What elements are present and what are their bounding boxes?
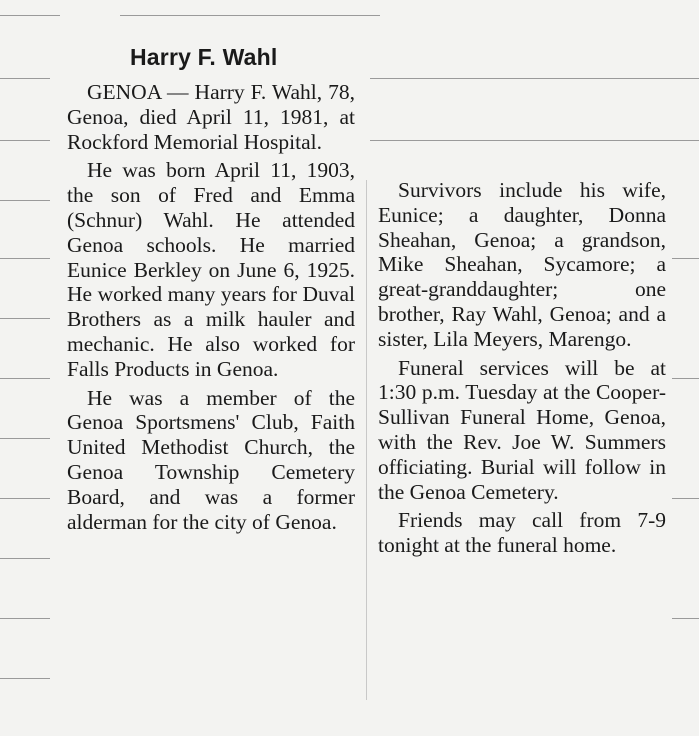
scan-line <box>370 78 699 79</box>
scan-line <box>672 498 699 499</box>
scan-line <box>0 498 50 499</box>
scan-line <box>0 15 60 16</box>
scan-line <box>0 618 50 619</box>
paragraph-funeral-services: Funeral services will be at 1:30 p.m. Tuesday at the Cooper-Sullivan Funeral Home, Genoa, with the Rev. Joe W. Summers officiating. Burial will follow in the Genoa Cemetery. <box>378 355 666 504</box>
right-column <box>378 178 666 562</box>
scan-line <box>0 140 50 141</box>
scan-line <box>370 140 699 141</box>
paragraph-visitation: Friends may call from 7-9 tonight at the funeral home. <box>378 508 666 558</box>
paragraph-memberships: He was a member of the Genoa Sportsmens' Club, Faith United Methodist Church, the Genoa Township Cemetery Board, and was a former alderman for the city of Genoa. <box>67 385 355 534</box>
scan-line <box>672 258 699 259</box>
paragraph-death-notice: GENOA — Harry F. Wahl, 78, Genoa, died April 11, 1981, at Rockford Memorial Hospital. <box>67 80 355 154</box>
column-divider <box>366 180 367 700</box>
scan-line <box>120 15 380 16</box>
scan-line <box>672 378 699 379</box>
scan-line <box>0 378 50 379</box>
left-column <box>67 80 355 538</box>
scan-line <box>0 258 50 259</box>
scan-line <box>0 200 50 201</box>
paragraph-biography: He was born April 11, 1903, the son of Fred and Emma (Schnur) Wahl. He attended Genoa schools. He married Eunice Berkley on June 6, 1925. He worked many years for Duval Brothers as a milk hauler and mechanic. He also worked for Falls Products in Genoa. <box>67 158 355 381</box>
obituary-headline: Harry F. Wahl <box>130 44 278 70</box>
paragraph-survivors: Survivors include his wife, Eunice; a daughter, Donna Sheahan, Genoa; a grandson, Mike Sheahan, Sycamore; a great-granddaughter; one brother, Ray Wahl, Genoa; and a sister, Lila Meyers, Marengo. <box>378 178 666 351</box>
scan-line <box>0 678 50 679</box>
scan-line <box>0 78 50 79</box>
scan-line <box>0 318 50 319</box>
scan-line <box>0 558 50 559</box>
scan-line <box>0 438 50 439</box>
scan-line <box>672 618 699 619</box>
